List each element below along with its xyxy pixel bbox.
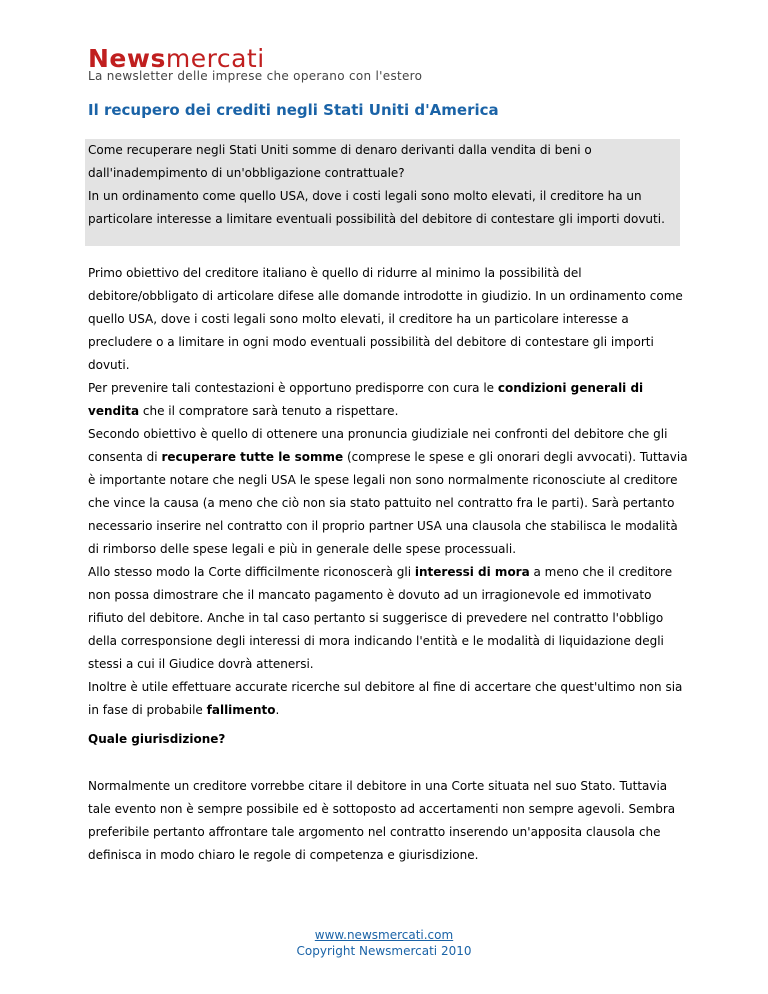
paragraph-4 bbox=[88, 561, 688, 676]
footer bbox=[0, 927, 768, 959]
paragraph-5-text-end: . bbox=[275, 703, 280, 717]
paragraph-2-bold: condizioni generali di vendita bbox=[88, 381, 644, 418]
article-title: Il recupero dei crediti negli Stati Uniti d'America bbox=[88, 101, 499, 119]
intro-statement: In un ordinamento come quello USA, dove i costi legali sono molto elevati, il creditore ha un particolare interesse a limitare eventuali possibilità del debitore di contestare gli importi dovuti. bbox=[88, 189, 665, 226]
paragraph-4-text: Allo stesso modo la Corte difficilmente riconoscerà gli bbox=[88, 565, 415, 579]
paragraph-4-text-end: a meno che il creditore non possa dimostrare che il mancato pagamento è dovuto ad un irragionevole ed immotivato rifiuto del debitore. Anche in tal caso pertanto si suggerisce di prevedere nel contratto l'obbligo della corresponsione degli interessi di mora indicando l'entità e le modalità di liquidazione degli stessi a cui il Giudice dovrà attenersi. bbox=[88, 565, 673, 671]
paragraph-2-text-end: che il compratore sarà tenuto a rispettare. bbox=[139, 404, 399, 418]
article-body bbox=[88, 262, 688, 722]
copyright-text: Copyright Newsmercati 2010 bbox=[296, 944, 472, 958]
paragraph-5 bbox=[88, 676, 688, 722]
paragraph-2 bbox=[88, 377, 688, 423]
logo-bold-text: News bbox=[88, 44, 166, 73]
section-heading: Quale giurisdizione? bbox=[88, 732, 226, 746]
intro-question: Come recuperare negli Stati Uniti somme di denaro derivanti dalla vendita di beni o dall'inadempimento di un'obbligazione contrattuale? bbox=[88, 143, 592, 180]
tagline: La newsletter delle imprese che operano con l'estero bbox=[88, 69, 423, 83]
paragraph-5-bold: fallimento bbox=[206, 703, 276, 717]
website-link[interactable]: www.newsmercati.com bbox=[314, 928, 454, 942]
paragraph-5-text: Inoltre è utile effettuare accurate ricerche sul debitore al fine di accertare che quest'ultimo non sia in fase di probabile bbox=[88, 680, 683, 717]
paragraph-3-bold: recuperare tutte le somme bbox=[161, 450, 344, 464]
paragraph-3-text: Secondo obiettivo è quello di ottenere una pronuncia giudiziale nei confronti del debitore che gli consenta di bbox=[88, 427, 668, 464]
paragraph-1: Primo obiettivo del creditore italiano è quello di ridurre al minimo la possibilità del debitore/obbligato di articolare difese alle domande introdotte in giudizio. In un ordinamento come quello USA, dove i costi legali sono molto elevati, il creditore ha un particolare interesse a precludere o a limitare in ogni modo eventuali possibilità del debitore di contestare gli importi dovuti. bbox=[88, 266, 683, 372]
logo-light-text: mercati bbox=[165, 44, 265, 73]
paragraph-2-text: Per prevenire tali contestazioni è opportuno predisporre con cura le bbox=[88, 381, 498, 395]
paragraph-4-bold: interessi di mora bbox=[414, 565, 530, 579]
paragraph-3-text-end: (comprese le spese e gli onorari degli avvocati). Tuttavia è importante notare che negli USA le spese legali non sono normalmente riconosciute al creditore che vince la causa (a meno che ciò non sia stato pattuito nel contratto fra le parti). Sarà pertanto necessario inserire nel contratto con il proprio partner USA una clausola che stabilisca le modalità di rimborso delle spese legali e più in generale delle spese processuali. bbox=[88, 450, 688, 556]
paragraph-3 bbox=[88, 423, 688, 561]
paragraph-6: Normalmente un creditore vorrebbe citare il debitore in una Corte situata nel suo Stato. Tuttavia tale evento non è sempre possibile ed è sottoposto ad accertamenti non sempre agevoli. Sembra preferibile pertanto affrontare tale argomento nel contratto inserendo un'apposita clausola che definisca in modo chiaro le regole di competenza e giurisdizione. bbox=[88, 779, 676, 862]
section-body bbox=[88, 775, 688, 867]
intro-box bbox=[85, 139, 680, 246]
